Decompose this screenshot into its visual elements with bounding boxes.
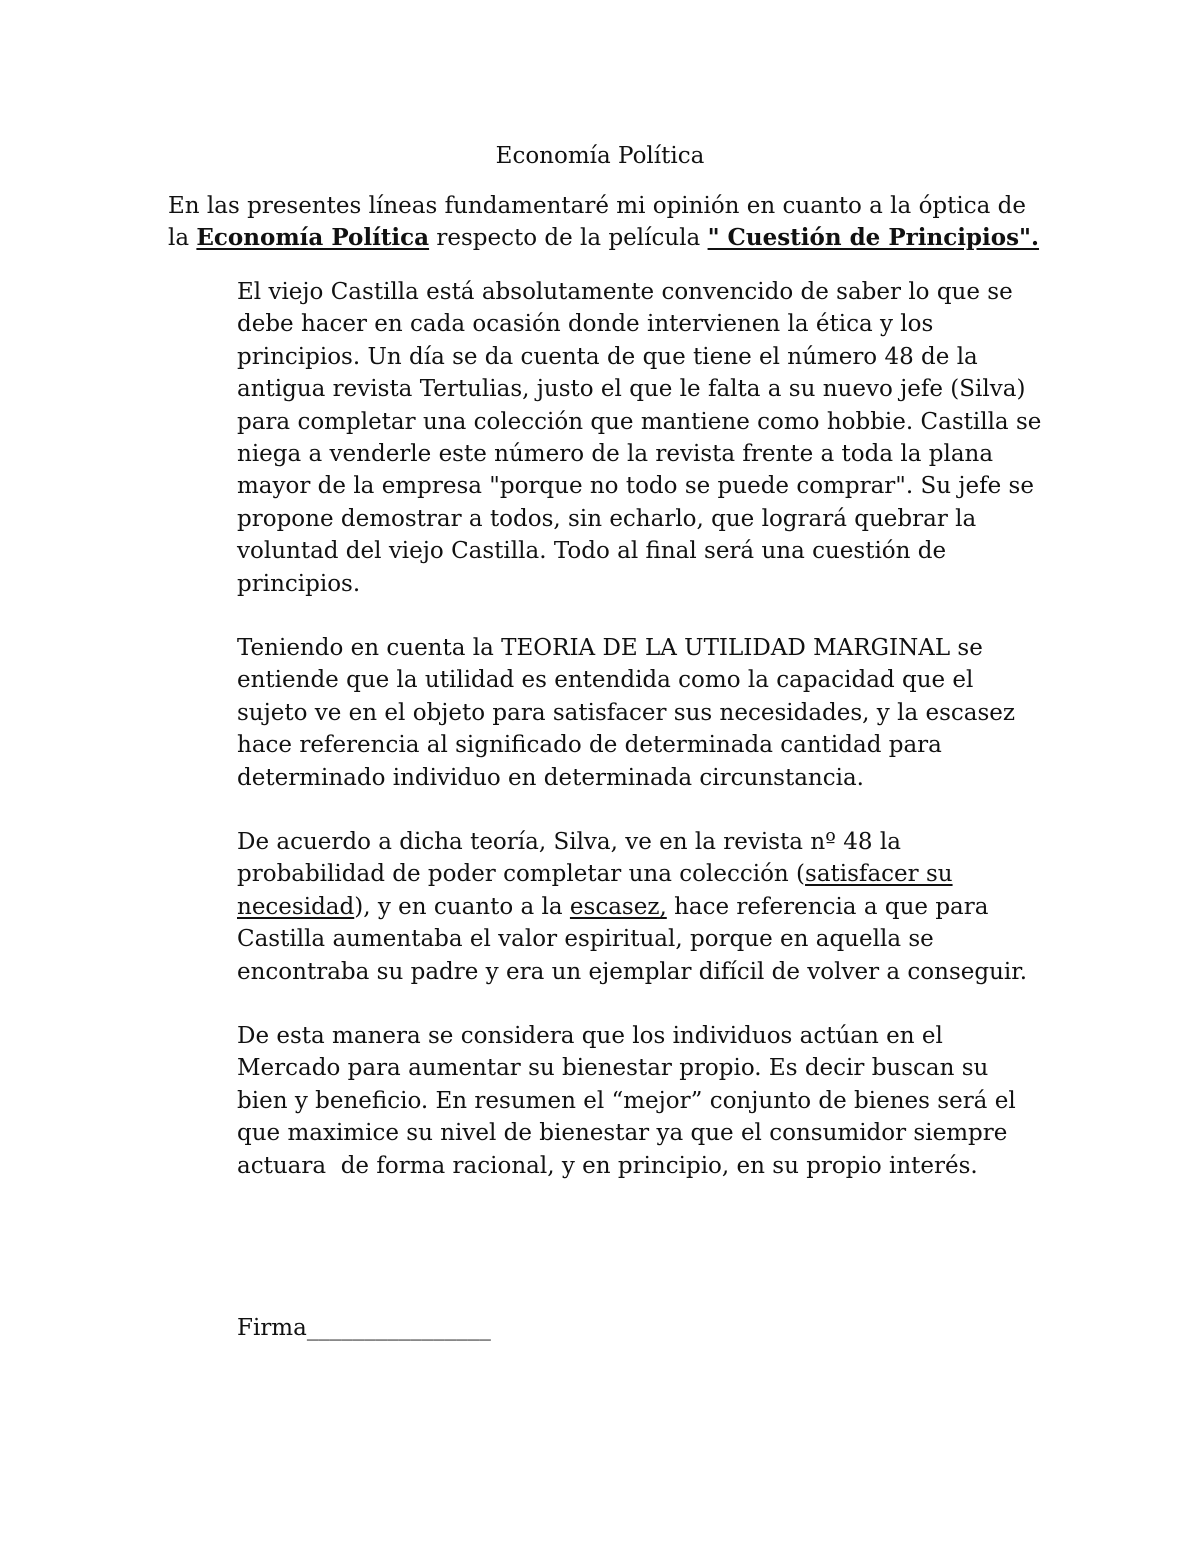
paragraph-line: principios. <box>237 570 361 597</box>
intro-paragraph <box>168 190 1048 254</box>
bold-term-economia-politica: Economía Política <box>196 224 430 251</box>
paragraph-line: encontraba su padre y era un ejemplar difícil de volver a conseguir. <box>237 958 1028 985</box>
paragraph-line: sujeto ve en el objeto para satisfacer sus necesidades, y la escasez <box>237 699 1016 726</box>
paragraph-line: entiende que la utilidad es entendida como la capacidad que el <box>237 667 974 694</box>
paragraph-line: Castilla aumentaba el valor espiritual, porque en aquella se <box>237 926 934 953</box>
line-text: probabilidad de poder completar una colección ( <box>237 861 806 888</box>
intro-line-2-middle: respecto de la película <box>429 225 708 251</box>
paragraph-line: De esta manera se considera que los individuos actúan en el <box>237 1023 943 1049</box>
paragraph-line: niega a venderle este número de la revista frente a toda la plana <box>237 441 994 468</box>
paragraph-conclusion <box>237 1020 1057 1182</box>
underlined-term-escasez: escasez, <box>569 893 667 920</box>
paragraph-line: propone demostrar a todos, sin echarlo, que logrará quebrar la <box>237 505 977 532</box>
line-text: hace referencia a que para <box>666 893 989 920</box>
intro-line-2-start: la <box>168 225 197 251</box>
paragraph-line: principios. Un día se da cuenta de que tiene el número 48 de la <box>237 343 978 370</box>
intro-line-1: En las presentes líneas fundamentaré mi opinión en cuanto a la óptica de <box>168 193 1026 219</box>
paragraph-line: Teniendo en cuenta la TEORIA DE LA UTILIDAD MARGINAL se <box>237 635 983 661</box>
underlined-text: necesidad <box>237 893 355 920</box>
paragraph-line: El viejo Castilla está absolutamente convencido de saber lo que se <box>237 279 1013 305</box>
paragraph-line: De acuerdo a dicha teoría, Silva, ve en la revista nº 48 la <box>237 829 901 855</box>
document-title: Economía Política <box>495 143 705 169</box>
paragraph-line: bien y beneficio. En resumen el “mejor” conjunto de bienes será el <box>237 1087 1016 1114</box>
signature-line: Firma________________ <box>237 1315 491 1341</box>
paragraph-line: para completar una colección que mantiene como hobbie. Castilla se <box>237 408 1042 435</box>
paragraph-line: que maximice su nivel de bienestar ya que el consumidor siempre <box>237 1120 1008 1147</box>
paragraph-line <box>237 858 1057 890</box>
intro-line-2 <box>168 222 1048 254</box>
paragraph-plot-summary <box>237 276 1057 600</box>
paragraph-line: hace referencia al significado de determinada cantidad para <box>237 732 942 759</box>
paragraph-line: voluntad del viejo Castilla. Todo al final será una cuestión de <box>237 538 947 565</box>
underlined-text: satisfacer su <box>805 861 953 888</box>
paragraph-line <box>237 891 1057 923</box>
line-text: ), y en cuanto a la <box>354 893 570 920</box>
paragraph-theory-application <box>237 826 1057 988</box>
paragraph-marginal-utility <box>237 632 1057 794</box>
bold-film-title: " Cuestión de Principios". <box>707 224 1040 251</box>
paragraph-line: actuara de forma racional, y en principio, en su propio interés. <box>237 1152 978 1179</box>
paragraph-line: determinado individuo en determinada circunstancia. <box>237 764 864 791</box>
paragraph-line: debe hacer en cada ocasión donde intervienen la ética y los <box>237 311 934 338</box>
paragraph-line: antigua revista Tertulias, justo el que le falta a su nuevo jefe (Silva) <box>237 376 1026 403</box>
paragraph-line: Mercado para aumentar su bienestar propio. Es decir buscan su <box>237 1055 989 1082</box>
paragraph-line: mayor de la empresa "porque no todo se puede comprar". Su jefe se <box>237 473 1034 500</box>
